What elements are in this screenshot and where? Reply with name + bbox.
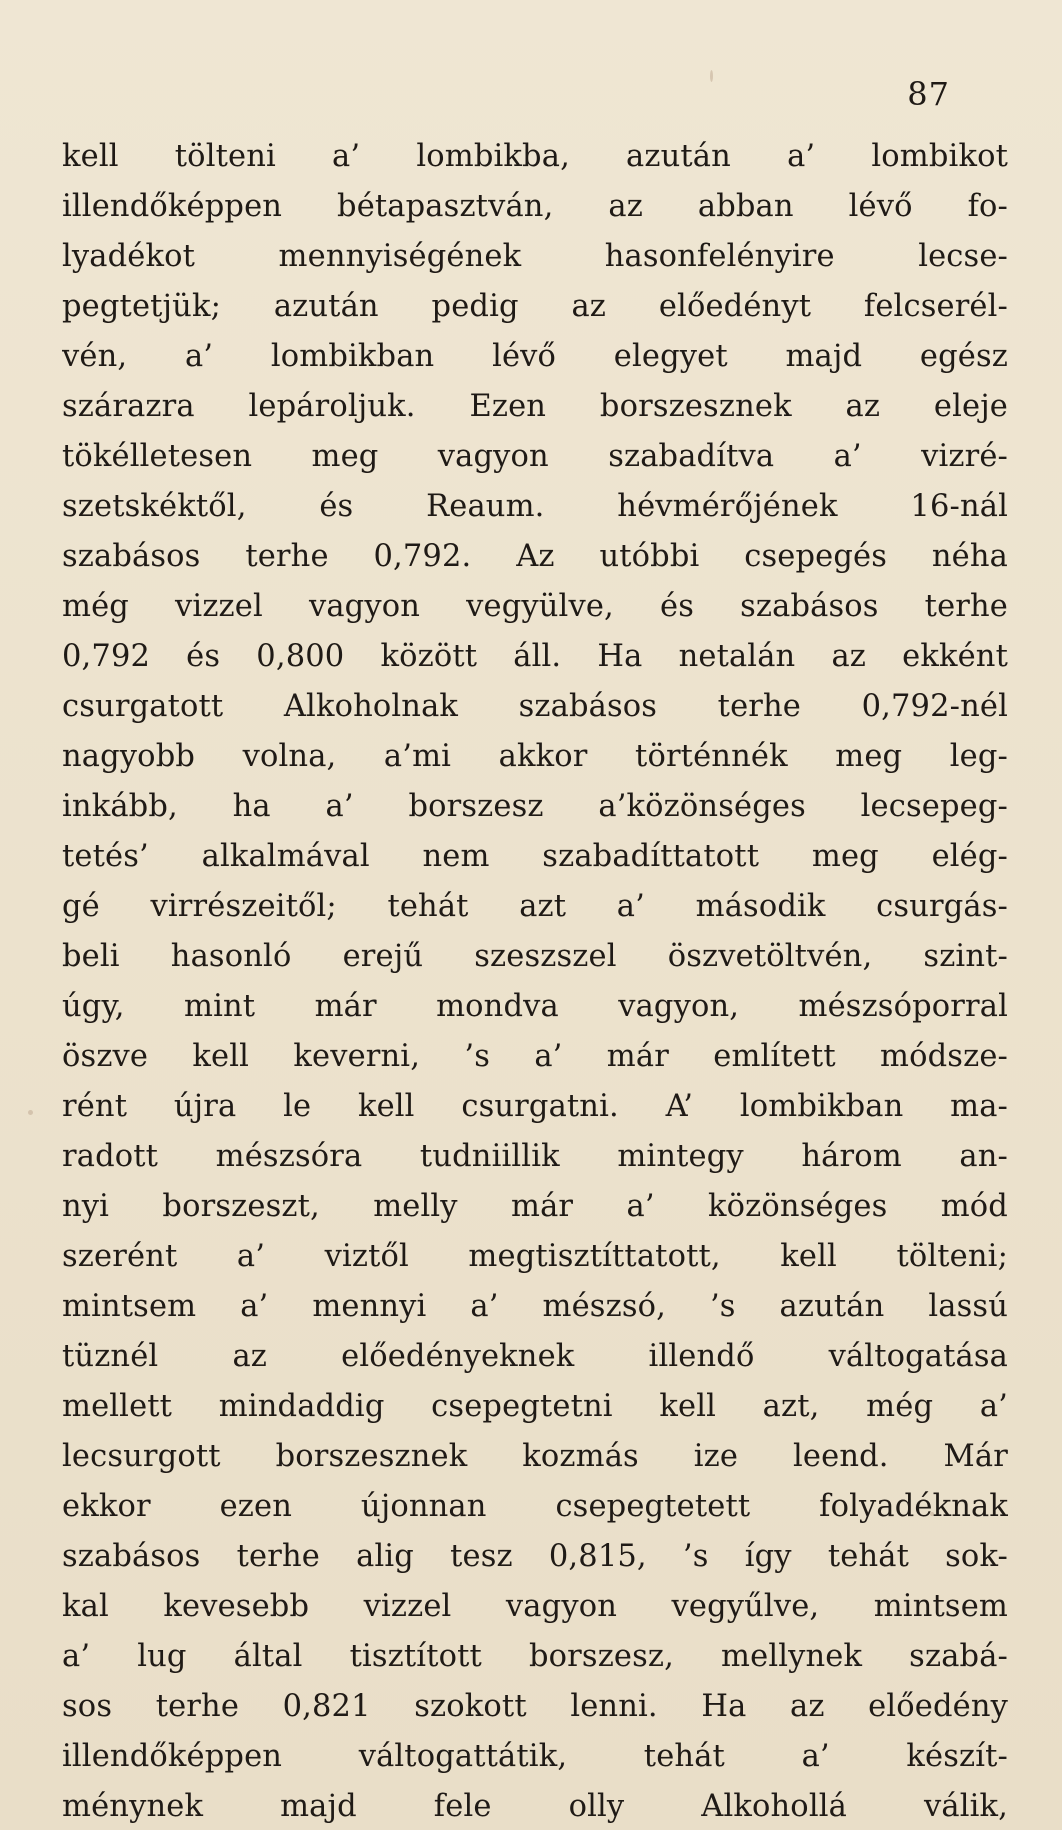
text-line: rént újra le kell csurgatni. A’ lombikban ma- xyxy=(62,1089,1008,1124)
body-text xyxy=(62,132,1008,1830)
text-line: öszve kell keverni, ’s a’ már említett módsze- xyxy=(62,1039,1008,1074)
text-line: szárazra lepároljuk. Ezen borszesznek az eleje xyxy=(62,389,1008,424)
text-line: még vizzel vagyon vegyülve, és szabásos terhe xyxy=(62,589,1008,624)
paper-speck xyxy=(28,1110,33,1115)
text-line: a’ lug által tisztított borszesz, mellynek szabá- xyxy=(62,1639,1008,1674)
text-line: mellett mindaddig csepegtetni kell azt, még a’ xyxy=(62,1389,1008,1424)
text-line: vén, a’ lombikban lévő elegyet majd egész xyxy=(62,339,1008,374)
text-line: radott mészsóra tudniillik mintegy három an- xyxy=(62,1139,1008,1174)
text-line: 0,792 és 0,800 között áll. Ha netalán az ekként xyxy=(62,639,1008,674)
text-line: ménynek majd fele olly Alkohollá válik, xyxy=(62,1789,1008,1824)
text-line: illendőképpen váltogattátik, tehát a’ készít- xyxy=(62,1739,1008,1774)
text-line: szerént a’ viztől megtisztíttatott, kell tölteni; xyxy=(62,1239,1008,1274)
text-line: szetskéktől, és Reaum. hévmérőjének 16-nál xyxy=(62,489,1008,524)
text-line: szabásos terhe alig tesz 0,815, ’s így tehát sok- xyxy=(62,1539,1008,1574)
text-line: sos terhe 0,821 szokott lenni. Ha az előedény xyxy=(62,1689,1008,1724)
text-line: tetés’ alkalmával nem szabadíttatott meg elég- xyxy=(62,839,1008,874)
text-line: lecsurgott borszesznek kozmás ize leend. Már xyxy=(62,1439,1008,1474)
text-line: ekkor ezen újonnan csepegtetett folyadéknak xyxy=(62,1489,1008,1524)
text-line: mintsem a’ mennyi a’ mészsó, ’s azután lassú xyxy=(62,1289,1008,1324)
text-line: nyi borszeszt, melly már a’ közönséges mód xyxy=(62,1189,1008,1224)
text-line: gé virrészeitől; tehát azt a’ második csurgás- xyxy=(62,889,1008,924)
text-line: beli hasonló erejű szeszszel öszvetöltvén, szint- xyxy=(62,939,1008,974)
text-line: inkább, ha a’ borszesz a’közönséges lecsepeg- xyxy=(62,789,1008,824)
text-line: tökélletesen meg vagyon szabadítva a’ vizré- xyxy=(62,439,1008,474)
text-line: tüznél az előedényeknek illendő váltogatása xyxy=(62,1339,1008,1374)
text-line: illendőképpen bétapasztván, az abban lévő fo- xyxy=(62,189,1008,224)
text-line: szabásos terhe 0,792. Az utóbbi csepegés néha xyxy=(62,539,1008,574)
text-line: csurgatott Alkoholnak szabásos terhe 0,792-nél xyxy=(62,689,1008,724)
text-line: kell tölteni a’ lombikba, azután a’ lombikot xyxy=(62,139,1008,174)
page-number: 87 xyxy=(907,75,950,113)
text-line: pegtetjük; azután pedig az előedényt felcserél- xyxy=(62,289,1008,324)
text-line: kal kevesebb vizzel vagyon vegyűlve, mintsem xyxy=(62,1589,1008,1624)
paper-speck xyxy=(710,70,713,82)
text-line: nagyobb volna, a’mi akkor történnék meg leg- xyxy=(62,739,1008,774)
text-line: úgy, mint már mondva vagyon, mészsóporral xyxy=(62,989,1008,1024)
text-line: lyadékot mennyiségének hasonfelényire lecse- xyxy=(62,239,1008,274)
